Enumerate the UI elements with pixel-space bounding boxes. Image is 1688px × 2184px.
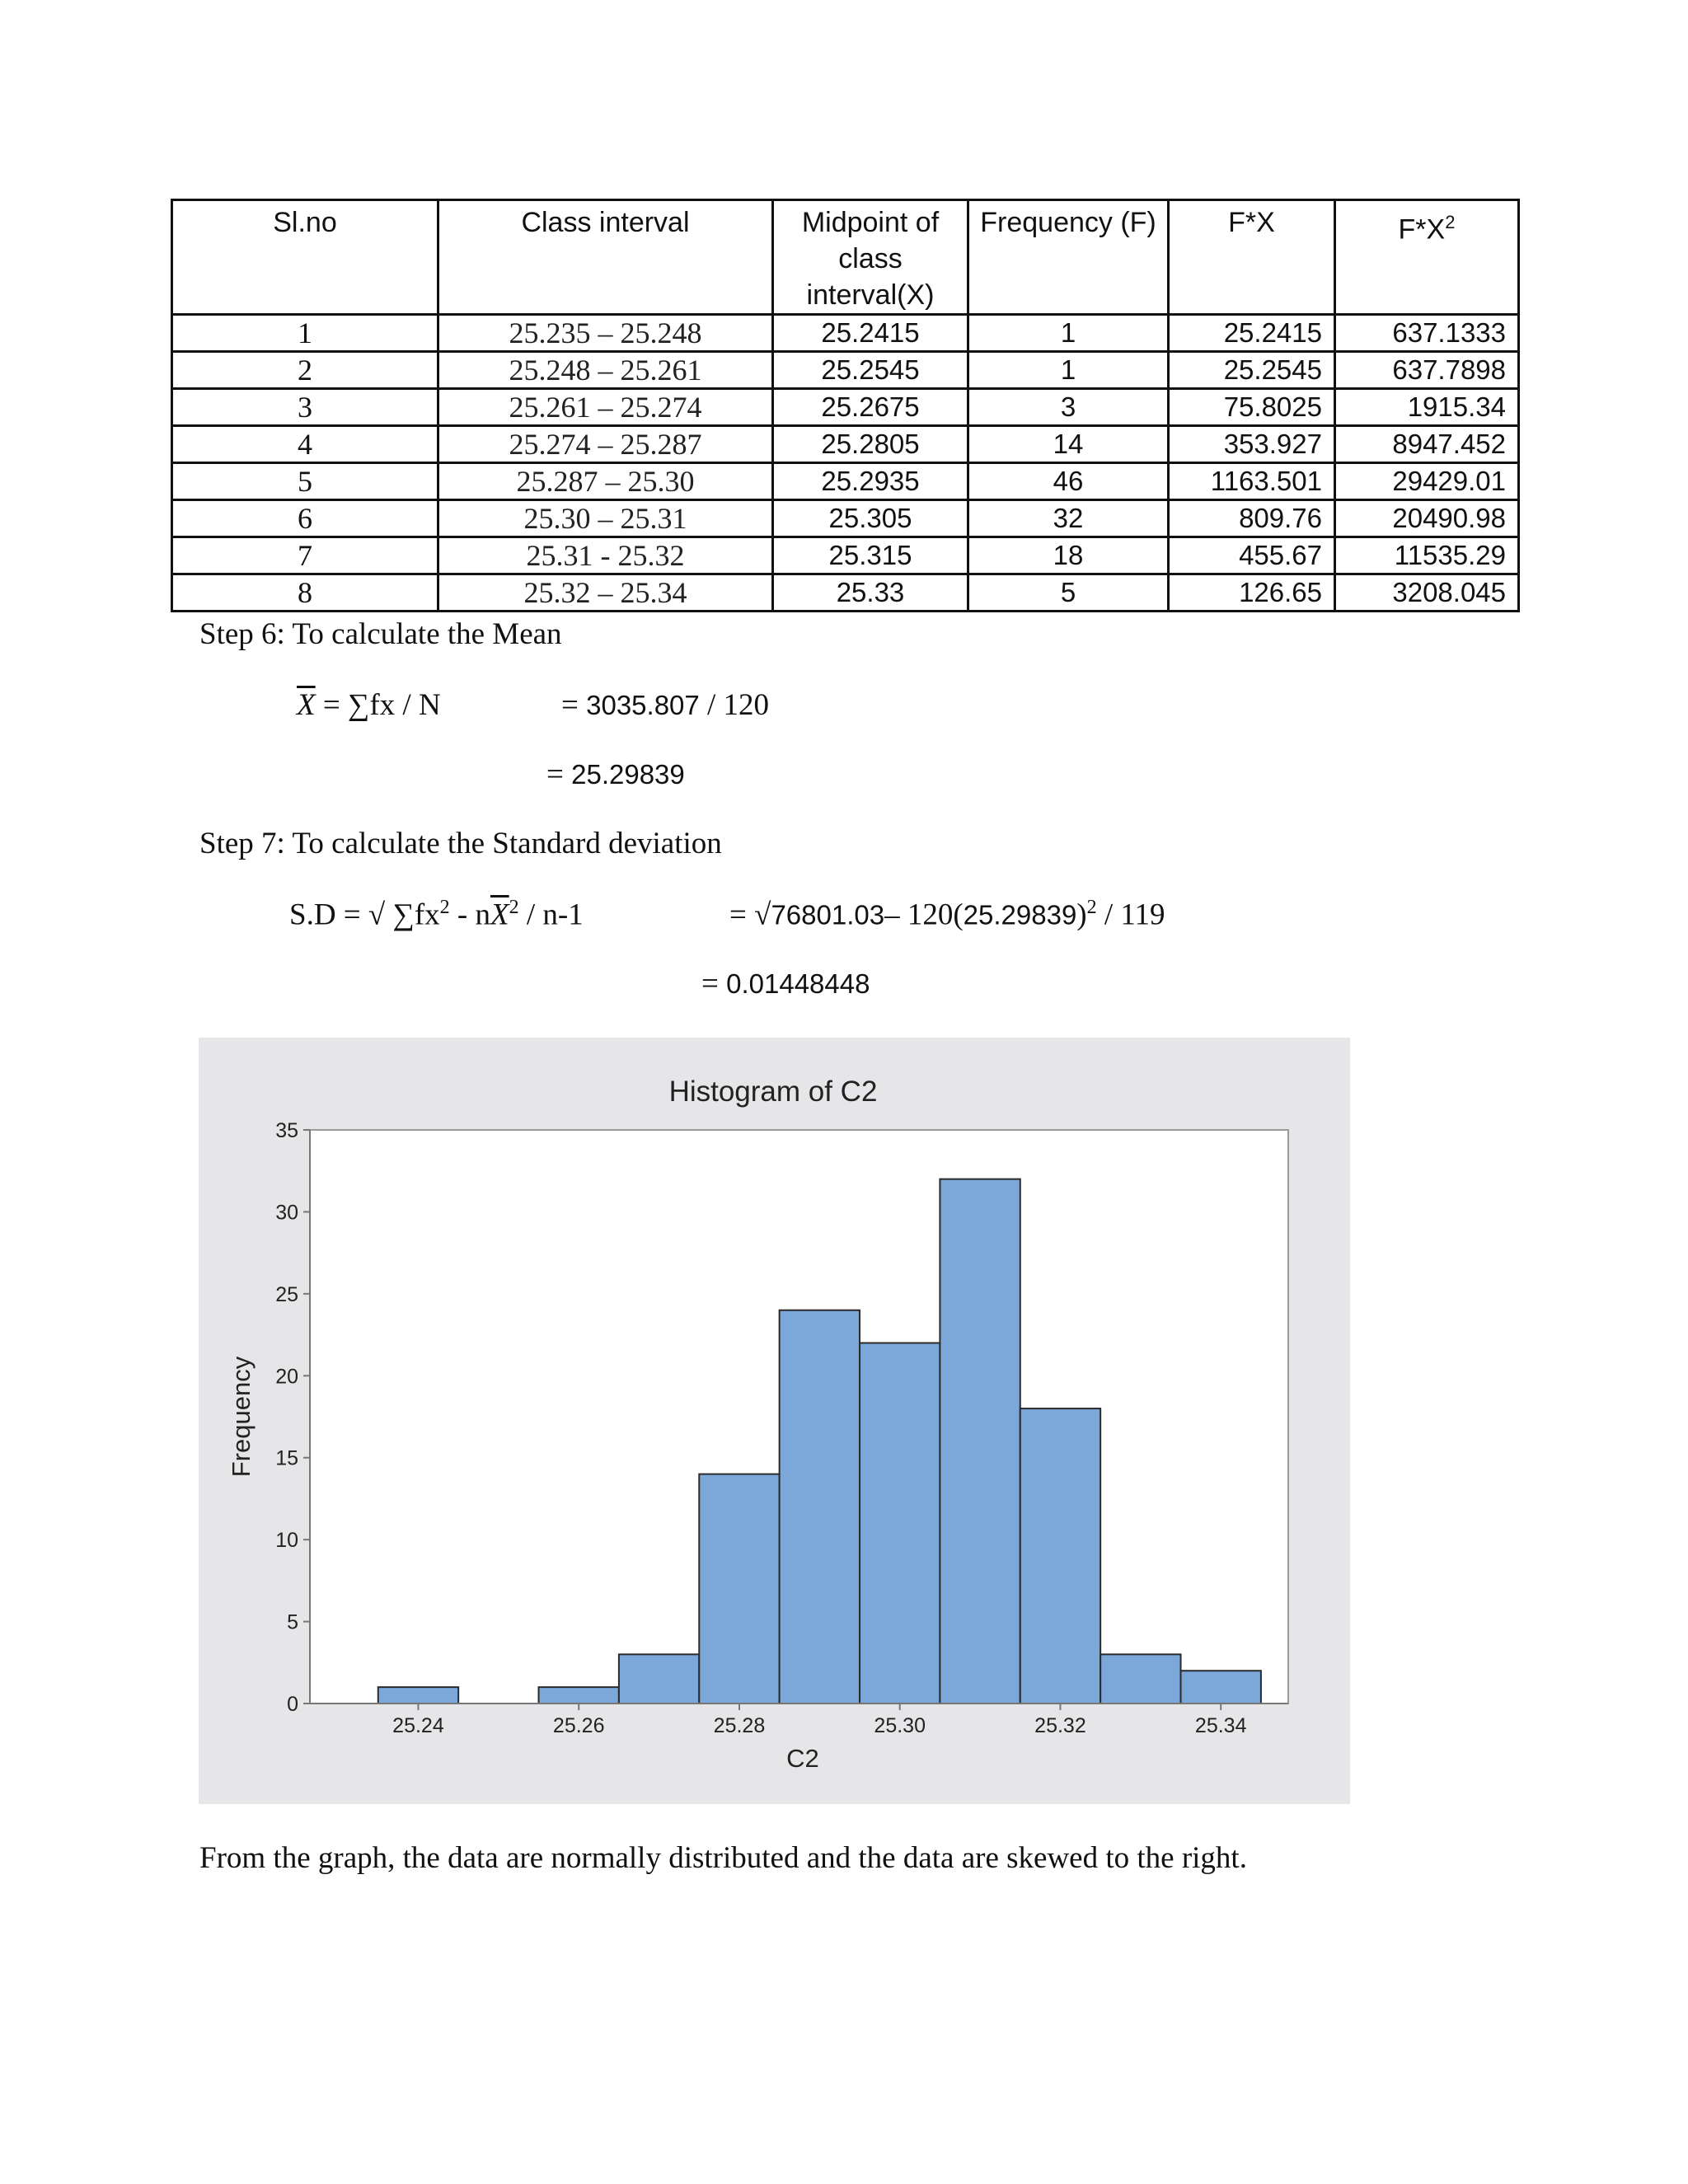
cell-midpoint: 25.305	[773, 500, 968, 537]
cell-midpoint: 25.2545	[773, 352, 968, 389]
sup-2: 2	[1086, 897, 1097, 918]
x-tick-label: 25.26	[552, 1714, 605, 1737]
cell-slno: 4	[172, 426, 438, 463]
cell-fx: 75.8025	[1169, 389, 1335, 426]
sd-calc	[729, 897, 1165, 932]
sd-result	[701, 966, 870, 1001]
histogram-bar	[1100, 1654, 1180, 1704]
mean-symbol: $\overline{X}$	[297, 688, 316, 722]
cell-fx2: 29429.01	[1335, 463, 1519, 500]
cell-midpoint: 25.33	[773, 574, 968, 612]
x-ticks-group	[392, 1704, 1246, 1737]
histogram-bar	[539, 1687, 619, 1704]
header-fx: F*X	[1169, 200, 1335, 315]
sd-xbar: $\overline{X}$	[490, 898, 509, 932]
step6-title: Step 6: To calculate the Mean	[199, 617, 562, 651]
step7-title: Step 7: To calculate the Standard deviation	[199, 827, 722, 860]
cell-fx2: 11535.29	[1335, 537, 1519, 574]
histogram-bar	[860, 1343, 940, 1704]
header-slno: Sl.no	[172, 200, 438, 315]
table-row	[172, 352, 1519, 389]
histogram-bar	[1181, 1671, 1261, 1704]
mean-calc	[561, 687, 769, 723]
frequency-table	[171, 199, 1520, 612]
histogram-bar	[940, 1179, 1020, 1704]
header-frequency: Frequency (F)	[968, 200, 1169, 315]
x-tick-label: 25.34	[1194, 1714, 1247, 1737]
y-ticks-group	[275, 1119, 310, 1716]
cell-slno: 1	[172, 315, 438, 352]
sd-result-eq: =	[701, 967, 727, 1001]
y-tick-label: 25	[275, 1282, 298, 1306]
x-tick-label: 25.24	[392, 1714, 444, 1737]
table-row	[172, 426, 1519, 463]
y-tick-label: 30	[275, 1201, 298, 1225]
cell-fx: 455.67	[1169, 537, 1335, 574]
table-row	[172, 463, 1519, 500]
cell-slno: 7	[172, 537, 438, 574]
cell-class-interval: 25.274 – 25.287	[438, 426, 773, 463]
mean-calc-num: 3035.807	[586, 690, 700, 720]
cell-slno: 5	[172, 463, 438, 500]
header-class-interval: Class interval	[438, 200, 773, 315]
mean-result	[546, 757, 685, 792]
histogram-chart	[199, 1038, 1350, 1804]
cell-class-interval: 25.32 – 25.34	[438, 574, 773, 612]
cell-class-interval: 25.31 - 25.32	[438, 537, 773, 574]
mean-calc-eq: =	[561, 688, 587, 722]
cell-slno: 3	[172, 389, 438, 426]
cell-frequency: 1	[968, 352, 1169, 389]
cell-fx: 25.2545	[1169, 352, 1335, 389]
cell-frequency: 18	[968, 537, 1169, 574]
sd-calc-num2: 25.29839	[963, 899, 1077, 930]
y-tick-label: 5	[287, 1610, 298, 1634]
cell-fx2: 20490.98	[1335, 500, 1519, 537]
table-header-row	[172, 200, 1519, 315]
cell-class-interval: 25.287 – 25.30	[438, 463, 773, 500]
sup-2: 2	[439, 897, 450, 918]
mean-calc-rest: / 120	[699, 688, 770, 722]
cell-fx: 353.927	[1169, 426, 1335, 463]
mean-formula	[297, 687, 441, 723]
histogram-bar	[1020, 1408, 1100, 1704]
sd-calc-d: / 119	[1096, 898, 1165, 932]
table-row	[172, 574, 1519, 612]
table-row	[172, 500, 1519, 537]
cell-class-interval: 25.30 – 25.31	[438, 500, 773, 537]
cell-frequency: 5	[968, 574, 1169, 612]
y-tick-label: 10	[275, 1529, 298, 1553]
cell-frequency: 14	[968, 426, 1169, 463]
cell-slno: 6	[172, 500, 438, 537]
cell-slno: 8	[172, 574, 438, 612]
sd-formula-c: / n-1	[518, 898, 584, 932]
conclusion-text: From the graph, the data are normally distributed and the data are skewed to the right.	[199, 1841, 1247, 1875]
x-axis-label: C2	[786, 1744, 819, 1773]
cell-fx2: 1915.34	[1335, 389, 1519, 426]
sup-2: 2	[509, 897, 519, 918]
cell-frequency: 46	[968, 463, 1169, 500]
cell-frequency: 32	[968, 500, 1169, 537]
cell-fx: 809.76	[1169, 500, 1335, 537]
y-tick-label: 15	[275, 1446, 298, 1470]
sd-result-value: 0.01448448	[726, 968, 870, 999]
mean-result-eq: =	[546, 757, 572, 791]
y-tick-label: 35	[275, 1119, 298, 1142]
y-axis-label: Frequency	[227, 1356, 256, 1478]
cell-midpoint: 25.2675	[773, 389, 968, 426]
y-tick-label: 20	[275, 1365, 298, 1389]
cell-midpoint: 25.2805	[773, 426, 968, 463]
header-midpoint: Midpoint of class interval(X)	[773, 200, 968, 315]
cell-class-interval: 25.261 – 25.274	[438, 389, 773, 426]
cell-fx2: 637.7898	[1335, 352, 1519, 389]
histogram-svg	[199, 1038, 1350, 1804]
sd-calc-b: – 120(	[884, 898, 964, 932]
histogram-bar	[699, 1474, 779, 1704]
sd-calc-num: 76801.03	[771, 899, 885, 930]
cell-fx2: 3208.045	[1335, 574, 1519, 612]
histogram-bar	[378, 1687, 458, 1704]
table-row	[172, 315, 1519, 352]
x-tick-label: 25.30	[874, 1714, 926, 1737]
cell-frequency: 3	[968, 389, 1169, 426]
histogram-bar	[780, 1310, 860, 1704]
y-tick-label: 0	[287, 1693, 298, 1716]
sd-formula-b: - n	[449, 898, 490, 932]
chart-title: Histogram of C2	[668, 1076, 878, 1108]
cell-midpoint: 25.2935	[773, 463, 968, 500]
table-row	[172, 389, 1519, 426]
sd-formula	[289, 897, 584, 932]
cell-slno: 2	[172, 352, 438, 389]
cell-midpoint: 25.2415	[773, 315, 968, 352]
cell-fx2: 8947.452	[1335, 426, 1519, 463]
x-tick-label: 25.28	[713, 1714, 766, 1737]
table-row	[172, 537, 1519, 574]
mean-result-value: 25.29839	[571, 759, 685, 790]
cell-class-interval: 25.235 – 25.248	[438, 315, 773, 352]
x-tick-label: 25.32	[1034, 1714, 1086, 1737]
cell-fx: 126.65	[1169, 574, 1335, 612]
cell-class-interval: 25.248 – 25.261	[438, 352, 773, 389]
cell-midpoint: 25.315	[773, 537, 968, 574]
sd-formula-a: S.D = √ ∑fx	[289, 898, 440, 932]
cell-fx: 1163.501	[1169, 463, 1335, 500]
sd-calc-c: )	[1076, 898, 1087, 932]
cell-fx: 25.2415	[1169, 315, 1335, 352]
mean-formula-rest: = ∑fx / N	[315, 688, 441, 722]
header-fx2: $F*X^2$	[1335, 200, 1519, 315]
histogram-bar	[619, 1654, 699, 1704]
sd-calc-a: = √	[729, 898, 771, 932]
cell-fx2: 637.1333	[1335, 315, 1519, 352]
cell-frequency: 1	[968, 315, 1169, 352]
